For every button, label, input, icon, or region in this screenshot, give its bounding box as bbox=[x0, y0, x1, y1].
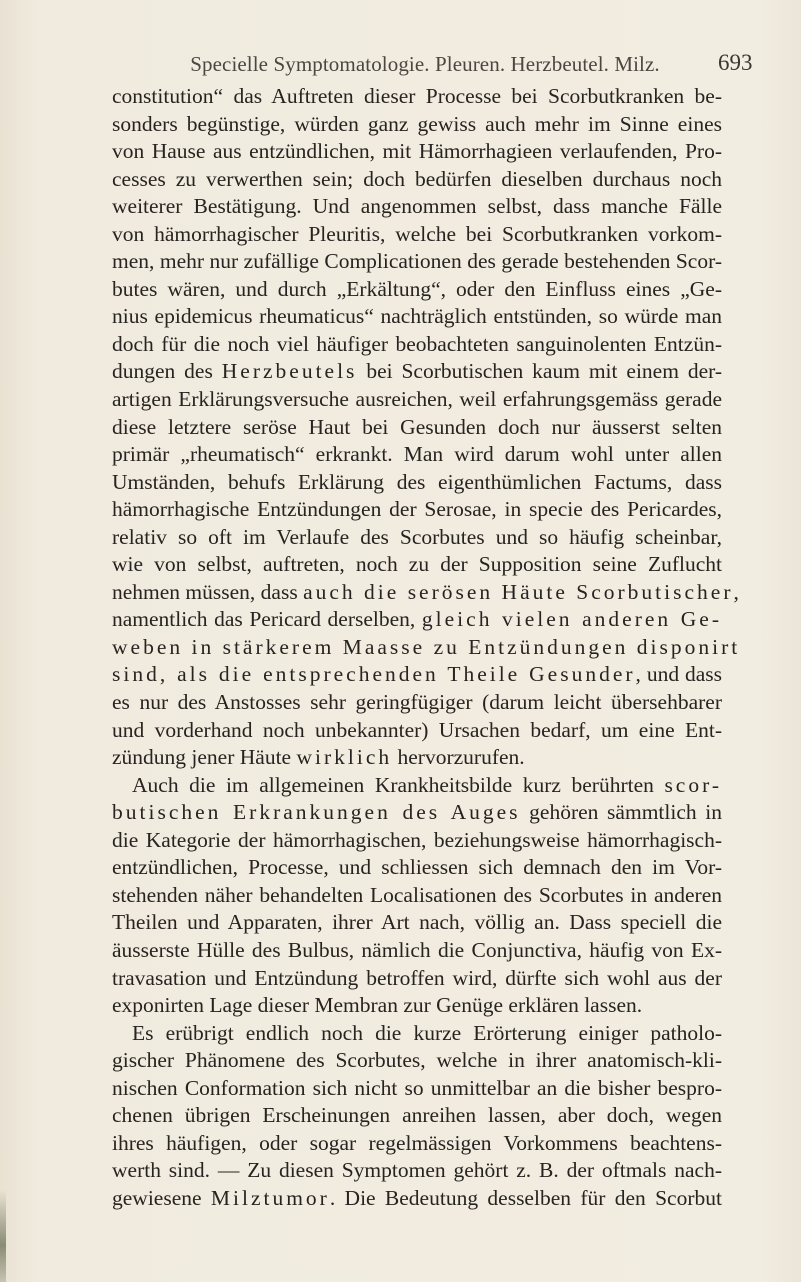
text-line bbox=[112, 634, 741, 662]
text-line bbox=[112, 882, 722, 910]
line-text: bei Scorbutischen kaum mit einem der- bbox=[357, 359, 723, 384]
line-text: travasation und Entzündung betroffen wird, dürfte sich wohl aus der bbox=[112, 965, 722, 990]
line-text: nius epidemicus rheumaticus“ nachträglich entstünden, so würde man bbox=[112, 304, 722, 329]
line-text: und vorderhand noch unbekannter) Ursachen bedarf, um eine Ent- bbox=[112, 717, 722, 742]
line-text: butes wären, und durch „Erkältung“, oder den Einfluss eines „Ge- bbox=[112, 276, 722, 301]
text-line bbox=[112, 1185, 722, 1213]
text-line bbox=[112, 937, 722, 965]
text-line bbox=[112, 83, 722, 111]
line-text: weiterer Bestätigung. Und angenommen selbst, dass manche Fälle bbox=[112, 194, 722, 219]
line-text: die Kategorie der hämorrhagischen, beziehungsweise hämorrhagisch- bbox=[112, 827, 722, 852]
text-line bbox=[112, 1130, 722, 1158]
line-text: hämorrhagische Entzündungen der Serosae, in specie des Pericardes, bbox=[112, 497, 722, 522]
line-text: chenen übrigen Erscheinungen anreihen lassen, aber doch, wegen bbox=[112, 1103, 722, 1128]
emphasized-text: scor- bbox=[664, 772, 722, 797]
line-text: primär „rheumatisch“ erkrankt. Man wird darum wohl unter allen bbox=[112, 442, 722, 467]
text-line bbox=[112, 1047, 722, 1075]
line-text: es nur des Anstosses sehr geringfügiger (darum leicht übersehbarer bbox=[112, 690, 722, 715]
line-text: cesses zu verwerthen sein; doch bedürfen dieselben durchaus noch bbox=[112, 166, 722, 191]
page-edge-shadow bbox=[0, 1190, 6, 1282]
text-line bbox=[112, 992, 722, 1020]
line-text: , bbox=[733, 579, 739, 604]
emphasized-text: weben in stärkerem Maasse zu Entzündungen disponirt bbox=[112, 634, 741, 659]
line-text: stehenden näher behandelten Localisationen des Scorbutes in anderen bbox=[112, 882, 722, 907]
text-line bbox=[112, 827, 722, 855]
text-line bbox=[112, 1075, 722, 1103]
emphasized-text: butischen Erkrankungen des Auges bbox=[112, 800, 521, 825]
line-text: wie von selbst, auftreten, noch zu der Supposition seine Zuflucht bbox=[112, 552, 722, 577]
emphasized-text: sind, als die entsprechenden Theile Gesunder bbox=[112, 662, 636, 687]
line-text: sonders begünstige, würden ganz gewiss auch mehr im Sinne eines bbox=[112, 111, 722, 136]
line-text: dungen des bbox=[112, 359, 222, 384]
text-line bbox=[112, 248, 722, 276]
line-text: men, mehr nur zufällige Complicationen des gerade bestehenden Scor- bbox=[112, 249, 722, 274]
text-line bbox=[112, 193, 722, 221]
line-text: nischen Conformation sich nicht so unmittelbar an die bisher bespro- bbox=[112, 1075, 722, 1100]
text-line bbox=[112, 606, 722, 634]
text-line bbox=[112, 496, 722, 524]
text-line bbox=[112, 965, 722, 993]
text-line bbox=[112, 414, 722, 442]
line-text: entzündlichen, Processe, und schliessen sich demnach den im Vor- bbox=[112, 855, 722, 880]
line-text: ihres häufigen, oder sogar regelmässigen Vorkommens beachtens- bbox=[112, 1130, 722, 1155]
text-line bbox=[112, 111, 722, 139]
line-text: namentlich das Pericard derselben, bbox=[112, 607, 422, 632]
line-text: Es erübrigt endlich noch die kurze Erörterung einiger patholo- bbox=[132, 1020, 722, 1045]
text-line bbox=[112, 661, 722, 689]
emphasized-text: Milztumor bbox=[210, 1185, 330, 1210]
text-line bbox=[112, 138, 722, 166]
line-text: hervorzurufen. bbox=[392, 745, 525, 770]
line-text: Auch die im allgemeinen Krankheitsbilde kurz berührten bbox=[132, 772, 665, 797]
text-line bbox=[112, 524, 722, 552]
text-line bbox=[112, 303, 722, 331]
line-text: diese letztere seröse Haut bei Gesunden doch nur äusserst selten bbox=[112, 414, 722, 439]
text-line bbox=[112, 358, 722, 386]
text-line bbox=[112, 469, 722, 497]
text-line bbox=[112, 689, 722, 717]
line-text: von hämorrhagischer Pleuritis, welche bei Scorbutkranken vorkom- bbox=[112, 221, 722, 246]
running-header: Specielle Symptomatologie. Pleuren. Herzbeutel. Milz. bbox=[190, 52, 660, 76]
line-text: . Die Bedeutung desselben für den Scorbut bbox=[329, 1185, 722, 1210]
line-text: constitution“ das Auftreten dieser Processe bei Scorbutkranken be- bbox=[112, 84, 722, 108]
text-line bbox=[112, 166, 722, 194]
body-text bbox=[112, 83, 741, 1212]
text-line bbox=[112, 221, 722, 249]
page-number: 693 bbox=[718, 50, 753, 75]
text-line bbox=[112, 386, 722, 414]
text-line bbox=[112, 744, 722, 772]
emphasized-text: Herzbeutels bbox=[221, 359, 358, 384]
line-text: artigen Erklärungsversuche ausreichen, weil erfahrungsgemäss gerade bbox=[112, 387, 722, 412]
line-text: gewiesene bbox=[112, 1185, 211, 1210]
text-line bbox=[112, 276, 722, 304]
line-text: nehmen müssen, dass bbox=[112, 579, 304, 604]
text-line bbox=[112, 551, 722, 579]
emphasized-text: wirklich bbox=[296, 745, 393, 770]
line-text: von Hause aus entzündlichen, mit Hämorrhagieen verlaufenden, Pro- bbox=[112, 139, 722, 164]
line-text: Umständen, behufs Erklärung des eigenthümlichen Factums, dass bbox=[112, 469, 722, 494]
text-line bbox=[112, 1102, 722, 1130]
text-line bbox=[112, 772, 722, 800]
text-line bbox=[112, 909, 722, 937]
line-text: relativ so oft im Verlaufe des Scorbutes und so häufig scheinbar, bbox=[112, 524, 722, 549]
line-text: , und dass bbox=[635, 662, 722, 687]
text-line bbox=[112, 1020, 722, 1048]
text-line bbox=[112, 799, 722, 827]
line-text: doch für die noch viel häufiger beobachteten sanguinolenten Entzün- bbox=[112, 331, 722, 356]
text-line bbox=[112, 331, 722, 359]
text-line bbox=[112, 1157, 722, 1185]
line-text: werth sind. — Zu diesen Symptomen gehört z. B. der oftmals nach- bbox=[112, 1158, 722, 1183]
line-text: exponirten Lage dieser Membran zur Genüge erklären lassen. bbox=[112, 993, 643, 1018]
line-text: gehören sämmtlich in bbox=[520, 800, 722, 825]
text-line bbox=[112, 579, 739, 607]
line-text: zündung jener Häute bbox=[112, 745, 297, 770]
line-text: Theilen und Apparaten, ihrer Art nach, völlig an. Dass speciell die bbox=[112, 910, 722, 935]
text-line bbox=[112, 854, 722, 882]
text-line bbox=[112, 441, 722, 469]
line-text: gischer Phänomene des Scorbutes, welche in ihrer anatomisch-kli- bbox=[112, 1048, 722, 1073]
line-text: äusserste Hülle des Bulbus, nämlich die Conjunctiva, häufig von Ex- bbox=[112, 937, 722, 962]
emphasized-text: gleich vielen anderen Ge- bbox=[421, 607, 722, 632]
text-line bbox=[112, 717, 722, 745]
emphasized-text: auch die serösen Häute Scorbutischer bbox=[303, 579, 734, 604]
